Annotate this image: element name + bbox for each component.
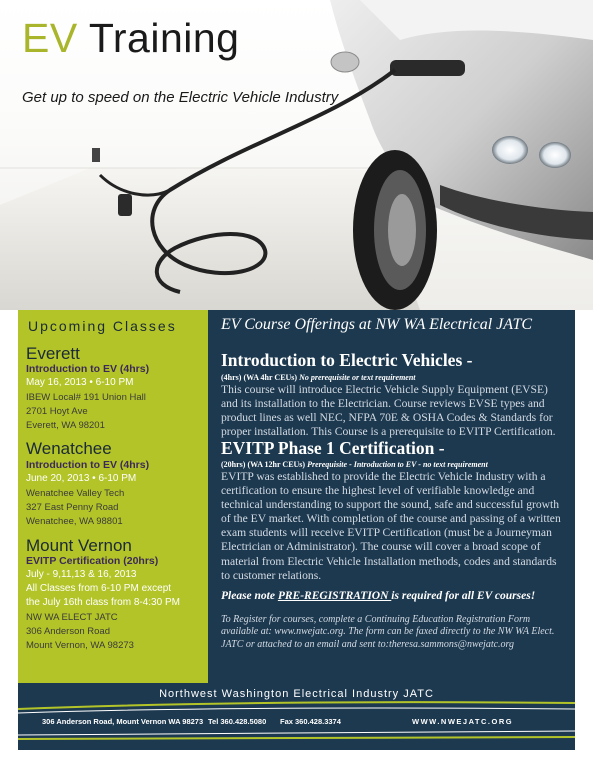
class-date: May 16, 2013 • 6-10 PM (26, 377, 134, 388)
footer-website-link[interactable]: WWW.NWEJATC.ORG (412, 717, 514, 726)
footer-org-name: Northwest Washington Electrical Industry JATC (159, 688, 434, 700)
course-offerings-panel (208, 310, 575, 683)
address-line: 2701 Hoyt Ave (26, 406, 88, 417)
address-line: Wenatchee Valley Tech (26, 488, 125, 499)
title-training: Training (88, 15, 240, 61)
class-date: July - 9,11,13 & 16, 2013 (26, 569, 137, 580)
address-line: 327 East Penny Road (26, 502, 119, 513)
tagline: Get up to speed on the Electric Vehicle Industry (22, 89, 339, 106)
course-description: This course will introduce Electric Vehicle Supply Equipment (EVSE) and its installation to the Electrician. Course reviews EVSE types and product lines as well NEC, NFPA 70E & OSHA Codes & Standards for proper installation. This Course is a prerequisite to EVITP Certification. (221, 383, 556, 439)
upcoming-classes-heading: Upcoming Classes (28, 318, 177, 334)
address-line: Everett, WA 98201 (26, 420, 105, 431)
notice-emphasis: PRE-REGISTRATION (277, 590, 392, 602)
class-time-note: the July 16th class from 8-4:30 PM (26, 597, 180, 608)
address-line: NW WA ELECT JATC (26, 612, 118, 623)
offerings-heading: EV Course Offerings at NW WA Electrical JATC (221, 316, 533, 333)
course-name: Introduction to EV (4hrs) (26, 363, 150, 375)
address-line: IBEW Local# 191 Union Hall (26, 392, 146, 403)
notice-text: Please note (221, 590, 278, 602)
course-title-evitp: EVITP Phase 1 Certification - (221, 438, 445, 458)
city-everett: Everett (26, 344, 80, 363)
footer-phone: Tel 360.428.5080 (208, 717, 267, 726)
course-subtitle (221, 460, 488, 469)
course-description: EVITP was established to provide the Electric Vehicle Industry with a certification to ensure the highest level of verifiable knowledge and technical understanding to support the sound, safe and successful growth of the EV market. With completion of the course and passing of a written exam students will receive EVITP Certification (must be a Journeyman Electrician or Administrator). The course will cover a broad scope of material from Electric Vehicle Installation methods, codes and standards to customer relations. (221, 470, 561, 582)
address-line: Wenatchee, WA 98801 (26, 516, 123, 527)
hero-banner (0, 0, 593, 310)
city-mount-vernon: Mount Vernon (26, 536, 132, 555)
address-line: 306 Anderson Road (26, 626, 110, 637)
notice-text: is required for all EV courses! (391, 590, 536, 602)
pre-registration-notice (221, 590, 535, 602)
course-name: EVITP Certification (20hrs) (26, 555, 159, 567)
title-ev: EV (22, 15, 78, 61)
class-time-note: All Classes from 6-10 PM except (26, 583, 172, 594)
course-subtitle (221, 373, 416, 382)
course-title-intro-ev: Introduction to Electric Vehicles - (221, 350, 473, 370)
footer-address: 306 Anderson Road, Mount Vernon WA 98273 (42, 717, 204, 726)
city-wenatchee: Wenatchee (26, 439, 112, 458)
course-hours: (20hrs) (WA 12hr CEUs) (221, 460, 306, 469)
footer-fax: Fax 360.428.3374 (280, 717, 341, 726)
page-title (22, 15, 240, 61)
course-prereq: Prerequisite - Introduction to EV - no text requirement (307, 460, 488, 469)
class-date: June 20, 2013 • 6-10 PM (26, 473, 137, 484)
course-name: Introduction to EV (4hrs) (26, 459, 150, 471)
registration-instructions: To Register for courses, complete a Continuing Education Registration Form available at: www.nwejatc.org. The form can be faxed directly to the NW WA Elect. JATC or attached to an email and sent to:theresa.sammons@nwejatc.org (221, 614, 555, 650)
course-hours: (4hrs) (WA 4hr CEUs) (221, 373, 298, 382)
course-prereq: No prerequisite or text requirement (299, 373, 416, 382)
footer (18, 683, 575, 750)
upcoming-classes-panel (18, 310, 208, 683)
address-line: Mount Vernon, WA 98273 (26, 640, 134, 651)
